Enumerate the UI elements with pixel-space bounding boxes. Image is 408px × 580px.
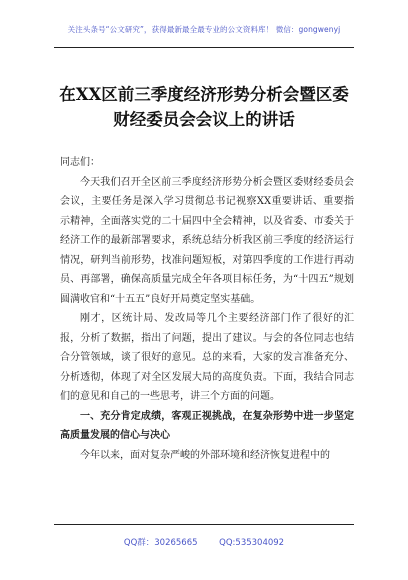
- header-divider: [54, 47, 354, 48]
- salutation: 同志们：: [60, 157, 100, 168]
- header-promo-note: 关注头条号“公文研究”，获得最新最全最专业的公文资料库！ 微信：gongwenyj: [67, 25, 341, 34]
- paragraph-section-1-start: 今年以来，面对复杂严峻的外部环境和经济恢复进程中的: [80, 449, 330, 461]
- document-title: [40, 82, 368, 132]
- footer-qq: QQ:535304092: [219, 538, 285, 548]
- footer-contact: [0, 536, 408, 548]
- paragraph-opening: 今天我们召开全区前三季度经济形势分析会暨区委财经委员会会议，主要任务是深入学习贯彻总书记视察XX重要讲话、重要指示精神，全面落实党的二十届四中全会精神，以及省委、市委关于经济工作的最新部署要求，系统总结分析我区前三季度的经济运行情况，研判当前形势，找准问题短板，对第四季度的工作进行再动员、再部署，确保高质量完成全年各项目标任务，为“十四五”规划圆满收官和“十五五”良好开局奠定坚实基础。: [60, 176, 354, 305]
- title-line-1: 在XX区前三季度经济形势分析会暨区委: [59, 85, 349, 104]
- section-heading-1: 一、充分肯定成绩，客观正视挑战，在复杂形势中进一步坚定高质量发展的信心与决心: [60, 410, 354, 441]
- document-body: [60, 153, 354, 465]
- footer-qq-group: QQ群：30265665: [123, 538, 198, 548]
- paragraph-reports: 刚才，区统计局、发改局等几个主要经济部门作了很好的汇报，分析了数据，指出了问题，提出了建议。与会的各位同志也结合分管领域，谈了很好的意见。总的来看，大家的发言准备充分、分析透彻，体现了对全区发展大局的高度负责。下面，我结合同志们的意见和自己的一些思考，讲三个方面的问题。: [60, 313, 354, 402]
- footer-divider: [54, 524, 354, 525]
- title-line-2: 财经委员会会议上的讲话: [113, 110, 295, 129]
